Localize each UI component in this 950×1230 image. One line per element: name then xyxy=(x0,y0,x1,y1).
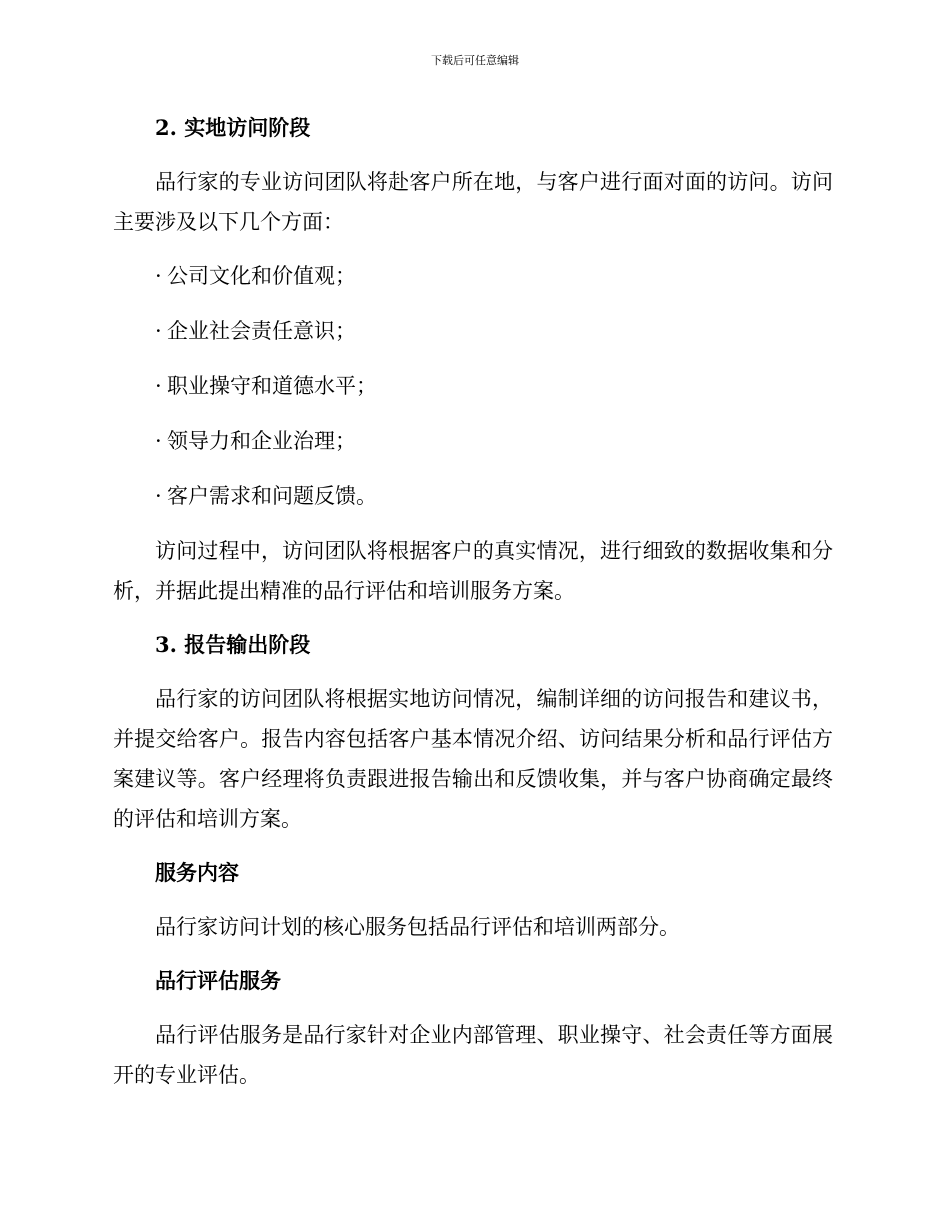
list-item-text: 领导力和企业治理； xyxy=(167,429,356,453)
list-item-text: 公司文化和价值观； xyxy=(167,264,356,288)
list-item xyxy=(113,256,833,296)
paragraph-service: 品行家访问计划的核心服务包括品行评估和培训两部分。 xyxy=(155,915,680,939)
section-heading-assessment: 品行评估服务 xyxy=(155,968,281,993)
list-item xyxy=(113,476,833,516)
paragraph-visit-intro: 品行家的专业访问团队将赴客户所在地，与客户进行面对面的访问。访问主要涉及以下几个方面： xyxy=(113,170,833,234)
bullet-icon: · xyxy=(155,264,162,288)
list-item-text: 企业社会责任意识； xyxy=(167,319,356,343)
bullet-icon: · xyxy=(155,484,162,508)
bullet-icon: · xyxy=(155,374,162,398)
paragraph-visit-outro: 访问过程中，访问团队将根据客户的真实情况，进行细致的数据收集和分析，并据此提出精准的品行评估和培训服务方案。 xyxy=(113,539,833,603)
page-header: 下载后可任意编辑 xyxy=(431,54,519,67)
list-item-text: 客户需求和问题反馈。 xyxy=(167,484,377,508)
list-item xyxy=(113,311,833,351)
list-item xyxy=(113,421,833,461)
document-body xyxy=(113,108,833,1109)
bullet-icon: · xyxy=(155,319,162,343)
bullet-icon: · xyxy=(155,429,162,453)
list-item xyxy=(113,366,833,406)
list-item-text: 职业操守和道德水平； xyxy=(167,374,377,398)
section-heading-report: 3. 报告输出阶段 xyxy=(155,632,311,657)
paragraph-assessment: 品行评估服务是品行家针对企业内部管理、职业操守、社会责任等方面展开的专业评估。 xyxy=(113,1023,833,1087)
section-heading-visit: 2. 实地访问阶段 xyxy=(155,115,311,140)
paragraph-report: 品行家的访问团队将根据实地访问情况，编制详细的访问报告和建议书，并提交给客户。报告内容包括客户基本情况介绍、访问结果分析和品行评估方案建议等。客户经理将负责跟进报告输出和反馈收集，并与客户协商确定最终的评估和培训方案。 xyxy=(113,687,833,831)
section-heading-service: 服务内容 xyxy=(155,860,239,885)
